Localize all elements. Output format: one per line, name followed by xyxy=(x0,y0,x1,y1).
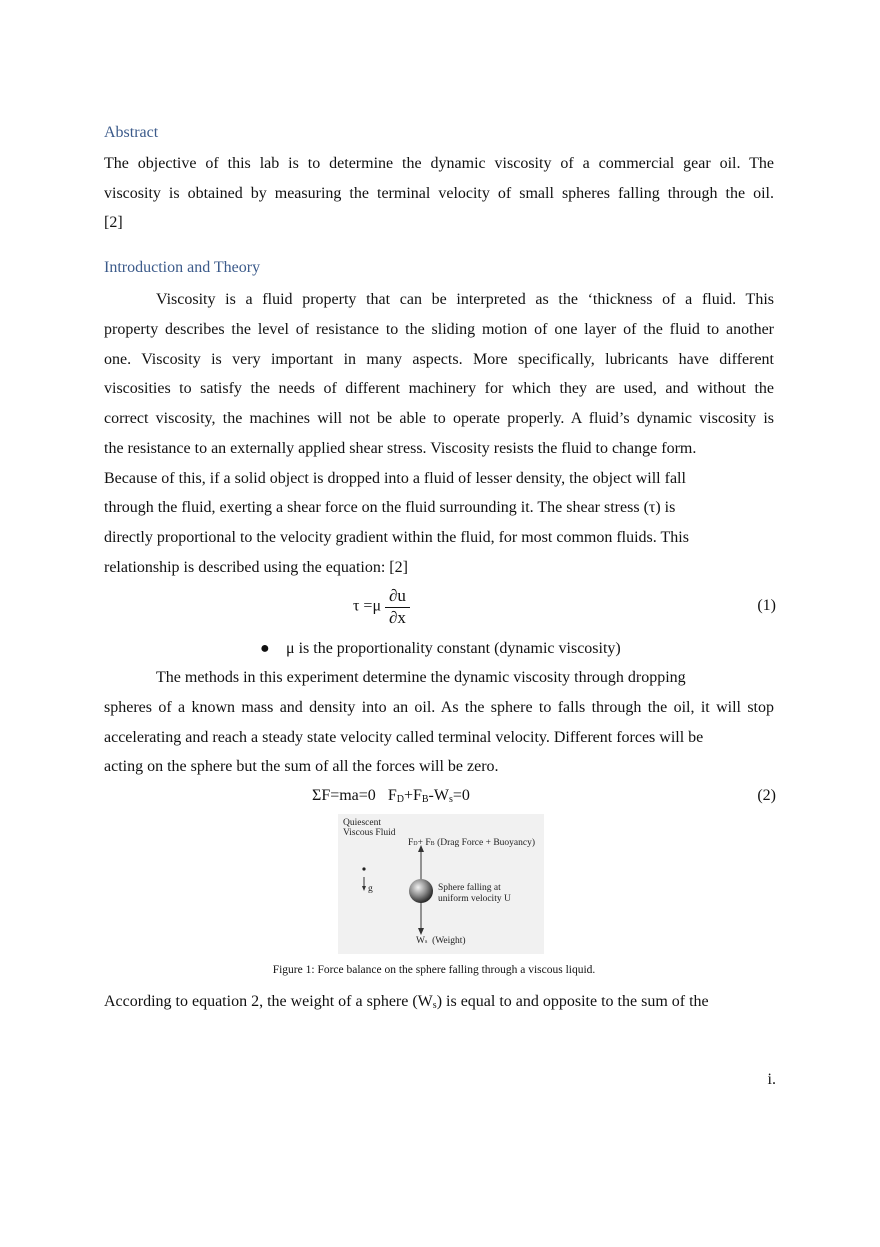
sphere-label-line: Sphere falling at xyxy=(438,883,501,893)
equation-1 xyxy=(353,586,410,628)
closing-line: According to equation 2, the weight of a sphere $(W_s)$ is equal to and opposite to the sum of the xyxy=(104,993,709,1011)
weight-label: Ws (Weight) xyxy=(416,936,466,946)
abstract-line: [2] xyxy=(104,214,123,231)
bullet-item xyxy=(260,640,621,658)
equation-1-number: (1) xyxy=(757,597,776,614)
intro-line: correct viscosity, the machines will not be able to operate properly. A fluid’s dynamic viscosity is xyxy=(104,410,774,427)
equation-2-number: (2) xyxy=(757,787,776,804)
eq2-end: =0 xyxy=(452,787,470,804)
bullet-text: μ is the proportionality constant (dynamic viscosity) xyxy=(286,640,621,657)
force-balance-figure xyxy=(338,814,544,954)
abstract-line: The objective of this lab is to determine the dynamic viscosity of a commercial gear oil. The xyxy=(104,155,774,172)
eq1-numerator: ∂u xyxy=(385,586,410,608)
intro-line: relationship is described using the equation: [2] xyxy=(104,559,408,576)
dot-icon xyxy=(362,867,365,870)
figure-title-line: Quiescent xyxy=(343,818,381,828)
methods-line: spheres of a known mass and density into an oil. As the sphere to falls through the oil, it will stop xyxy=(104,699,774,716)
figure-title-line: Viscous Fluid xyxy=(343,828,396,838)
sphere-label-line: uniform velocity U xyxy=(438,894,511,904)
down-arrow-icon xyxy=(418,928,424,935)
intro-line: Because of this, if a solid object is dropped into a fluid of lesser density, the object will fall xyxy=(104,470,686,487)
eq2-sum: ΣF=ma=0 xyxy=(312,787,376,804)
eq2-plus: +F xyxy=(403,787,422,804)
gravity-arrow-icon xyxy=(362,886,366,891)
intro-line: one. Viscosity is very important in many aspects. More specifically, lubricants have different xyxy=(104,351,774,368)
intro-line: the resistance to an externally applied shear stress. Viscosity resists the fluid to change form. xyxy=(104,440,697,457)
eq2-f: F xyxy=(387,787,397,804)
gravity-label: g xyxy=(368,884,373,894)
intro-line: through the fluid, exerting a shear force on the fluid surrounding it. The shear stress (τ) is xyxy=(104,499,676,516)
abstract-line: viscosity is obtained by measuring the terminal velocity of small spheres falling through the oil. xyxy=(104,185,774,202)
bullet-icon: ● xyxy=(260,640,270,657)
figure-caption: Figure 1: Force balance on the sphere falling through a viscous liquid. xyxy=(272,964,596,976)
intro-line: viscosities to satisfy the needs of different machinery for which they are used, and without the xyxy=(104,380,774,397)
intro-line: directly proportional to the velocity gradient within the fluid, for most common fluids. This xyxy=(104,529,689,546)
intro-heading: Introduction and Theory xyxy=(104,259,261,276)
eq2-sub-s: s xyxy=(448,794,453,805)
methods-line: The methods in this experiment determine the dynamic viscosity through dropping xyxy=(156,669,686,686)
intro-line: property describes the level of resistance to the sliding motion of one layer of the fluid to another xyxy=(104,321,774,338)
eq1-lhs: τ =μ xyxy=(353,597,382,615)
eq2-sub-b: B xyxy=(421,794,429,805)
equation-2 xyxy=(312,787,470,805)
sphere-icon xyxy=(409,879,433,903)
intro-line: Viscosity is a fluid property that can be interpreted as the ‘thickness of a fluid. This xyxy=(156,291,774,308)
methods-line: acting on the sphere but the sum of all the forces will be zero. xyxy=(104,758,499,775)
page-number: i. xyxy=(767,1071,776,1088)
eq1-fraction xyxy=(385,586,410,628)
eq2-minus: -W xyxy=(428,787,449,804)
eq1-denominator: ∂x xyxy=(389,608,406,627)
methods-line: accelerating and reach a steady state velocity called terminal velocity. Different forces will be xyxy=(104,729,704,746)
force-label: FD+ FB (Drag Force + Buoyancy) xyxy=(408,838,536,848)
abstract-heading: Abstract xyxy=(104,124,159,141)
eq2-sub-d: D xyxy=(396,794,404,805)
